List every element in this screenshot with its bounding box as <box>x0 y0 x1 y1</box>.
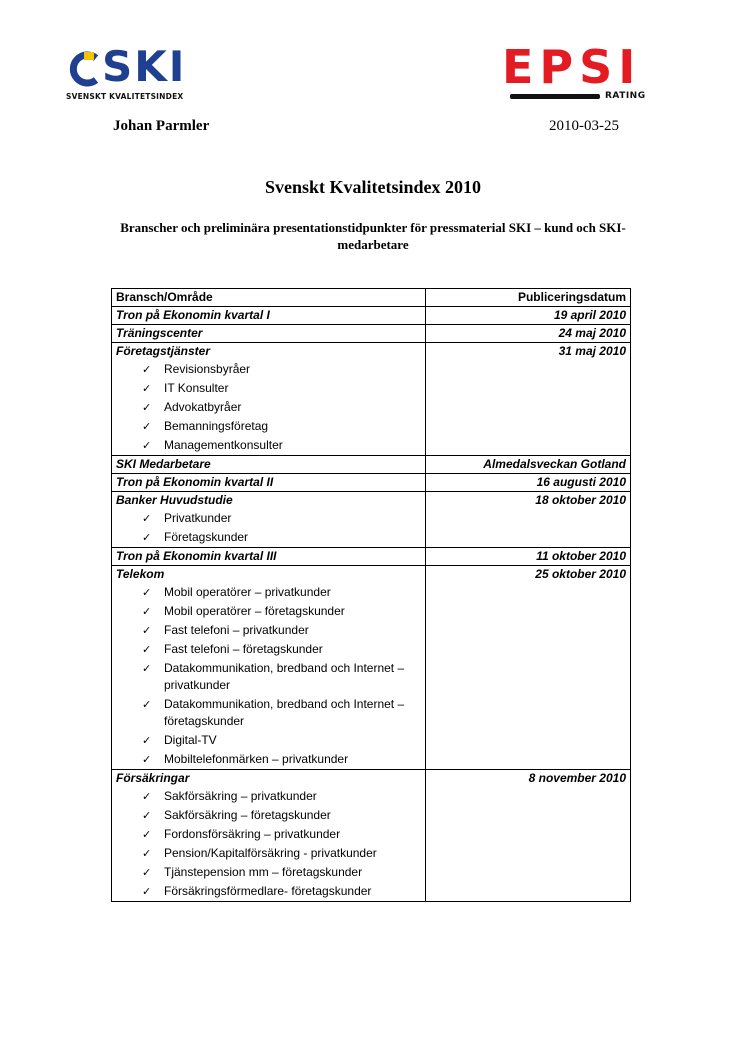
list-item <box>116 528 421 547</box>
table-row <box>112 474 631 492</box>
category-label: Telekom <box>116 567 165 581</box>
publication-date: 24 maj 2010 <box>558 326 626 340</box>
date-cell <box>426 456 631 474</box>
check-icon: ✓ <box>142 401 152 414</box>
check-icon: ✓ <box>142 828 152 841</box>
publication-date: 25 oktober 2010 <box>535 567 626 581</box>
check-icon: ✓ <box>142 847 152 860</box>
document-title: Svenskt Kvalitetsindex 2010 <box>264 177 482 197</box>
check-icon: ✓ <box>142 363 152 376</box>
list-item <box>116 750 421 769</box>
epsi-logo <box>502 40 666 106</box>
date-cell <box>426 770 631 902</box>
check-icon: ✓ <box>142 790 152 803</box>
category-cell <box>112 325 426 343</box>
list-item-label: Datakommunikation, bredband och Internet – företagskunder <box>164 697 405 728</box>
list-item-label: Sakförsäkring – privatkunder <box>164 789 317 803</box>
category-cell <box>112 548 426 566</box>
check-icon: ✓ <box>142 420 152 433</box>
check-icon: ✓ <box>142 734 152 747</box>
list-item-label: Företagskunder <box>164 530 249 544</box>
table-row <box>112 343 631 456</box>
list-item-label: IT Konsulter <box>164 381 229 395</box>
list-item-label: Managementkonsulter <box>164 438 283 452</box>
publication-date: 19 april 2010 <box>553 308 626 322</box>
list-item <box>116 787 421 806</box>
list-item-label: Advokatbyråer <box>164 400 242 414</box>
category-cell <box>112 343 426 456</box>
check-icon: ✓ <box>142 753 152 766</box>
list-item <box>116 360 421 379</box>
schedule-table <box>111 288 631 902</box>
publication-date: 11 oktober 2010 <box>536 549 626 563</box>
ski-logo-subtitle: SVENSKT KVALITETSINDEX <box>66 92 184 101</box>
table-header-row <box>112 289 631 307</box>
ski-logo <box>66 42 226 106</box>
list-item <box>116 398 421 417</box>
check-icon: ✓ <box>142 586 152 599</box>
category-label: Försäkringar <box>116 771 190 785</box>
check-icon: ✓ <box>142 439 152 452</box>
ski-c-mark-icon <box>66 50 100 88</box>
list-item <box>116 806 421 825</box>
epsi-logo-text: EPSI <box>502 40 642 94</box>
category-label: Tron på Ekonomin kvartal III <box>116 549 277 563</box>
category-label: Banker Huvudstudie <box>116 493 233 507</box>
table-row <box>112 307 631 325</box>
list-item <box>116 825 421 844</box>
list-item <box>116 882 421 901</box>
check-icon: ✓ <box>142 698 152 711</box>
subitem-list <box>116 787 421 901</box>
list-item-label: Datakommunikation, bredband och Internet – privatkunder <box>164 661 405 692</box>
list-item-label: Försäkringsförmedlare- företagskunder <box>164 884 372 898</box>
list-item-label: Tjänstepension mm – företagskunder <box>164 865 363 879</box>
check-icon: ✓ <box>142 809 152 822</box>
check-icon: ✓ <box>142 662 152 675</box>
list-item-label: Fordonsförsäkring – privatkunder <box>164 827 341 841</box>
category-label: Företagstjänster <box>116 344 211 358</box>
table-row <box>112 770 631 902</box>
table-row <box>112 548 631 566</box>
table-body <box>112 307 631 902</box>
list-item <box>116 417 421 436</box>
subitem-list <box>116 583 421 769</box>
category-label: SKI Medarbetare <box>116 457 211 471</box>
category-cell <box>112 474 426 492</box>
list-item-label: Mobil operatörer – privatkunder <box>164 585 331 599</box>
date-cell <box>426 343 631 456</box>
list-item <box>116 695 421 731</box>
table-row <box>112 325 631 343</box>
list-item <box>116 844 421 863</box>
list-item <box>116 602 421 621</box>
check-icon: ✓ <box>142 605 152 618</box>
category-cell <box>112 566 426 770</box>
author-name: Johan Parmler <box>113 118 210 134</box>
list-item-label: Bemanningsföretag <box>164 419 269 433</box>
subitem-list <box>116 360 421 455</box>
publication-date: 31 maj 2010 <box>558 344 626 358</box>
date-cell <box>426 307 631 325</box>
epsi-logo-bar <box>510 94 600 99</box>
epsi-logo-subtitle: RATING <box>605 91 646 101</box>
list-item-label: Revisionsbyråer <box>164 362 251 376</box>
category-cell <box>112 307 426 325</box>
list-item-label: Privatkunder <box>164 511 232 525</box>
list-item <box>116 640 421 659</box>
category-cell <box>112 770 426 902</box>
check-icon: ✓ <box>142 866 152 879</box>
category-label: Träningscenter <box>116 326 203 340</box>
publication-date: 18 oktober 2010 <box>535 493 626 507</box>
publication-date: 16 augusti 2010 <box>536 475 626 489</box>
list-item-label: Fast telefoni – privatkunder <box>164 623 309 637</box>
list-item <box>116 659 421 695</box>
list-item <box>116 731 421 750</box>
date-cell <box>426 325 631 343</box>
category-cell <box>112 456 426 474</box>
category-label: Tron på Ekonomin kvartal II <box>116 475 274 489</box>
date-cell <box>426 492 631 548</box>
check-icon: ✓ <box>142 512 152 525</box>
check-icon: ✓ <box>142 885 152 898</box>
subitem-list <box>116 509 421 547</box>
document-subtitle: Branscher och preliminära presentationstidpunkter för pressmaterial SKI – kund och SKI- medarbetare <box>120 220 626 252</box>
date-cell <box>426 474 631 492</box>
check-icon: ✓ <box>142 643 152 656</box>
list-item <box>116 621 421 640</box>
publication-date: Almedalsveckan Gotland <box>483 457 626 471</box>
publication-date: 8 november 2010 <box>528 771 626 785</box>
table-row <box>112 566 631 770</box>
document-date: 2010-03-25 <box>549 118 619 134</box>
ski-logo-text: SKI <box>102 42 187 91</box>
check-icon: ✓ <box>142 382 152 395</box>
list-item <box>116 583 421 602</box>
column-header-category: Bransch/Område <box>112 289 426 307</box>
date-cell <box>426 548 631 566</box>
category-cell <box>112 492 426 548</box>
date-cell <box>426 566 631 770</box>
list-item <box>116 436 421 455</box>
list-item-label: Sakförsäkring – företagskunder <box>164 808 331 822</box>
list-item <box>116 379 421 398</box>
table-row <box>112 456 631 474</box>
list-item-label: Fast telefoni – företagskunder <box>164 642 323 656</box>
list-item-label: Mobil operatörer – företagskunder <box>164 604 345 618</box>
list-item <box>116 863 421 882</box>
list-item <box>116 509 421 528</box>
category-label: Tron på Ekonomin kvartal I <box>116 308 270 322</box>
column-header-date: Publiceringsdatum <box>426 289 631 307</box>
list-item-label: Pension/Kapitalförsäkring - privatkunder <box>164 846 377 860</box>
list-item-label: Mobiltelefonmärken – privatkunder <box>164 752 349 766</box>
table-row <box>112 492 631 548</box>
list-item-label: Digital-TV <box>164 733 217 747</box>
check-icon: ✓ <box>142 531 152 544</box>
check-icon: ✓ <box>142 624 152 637</box>
